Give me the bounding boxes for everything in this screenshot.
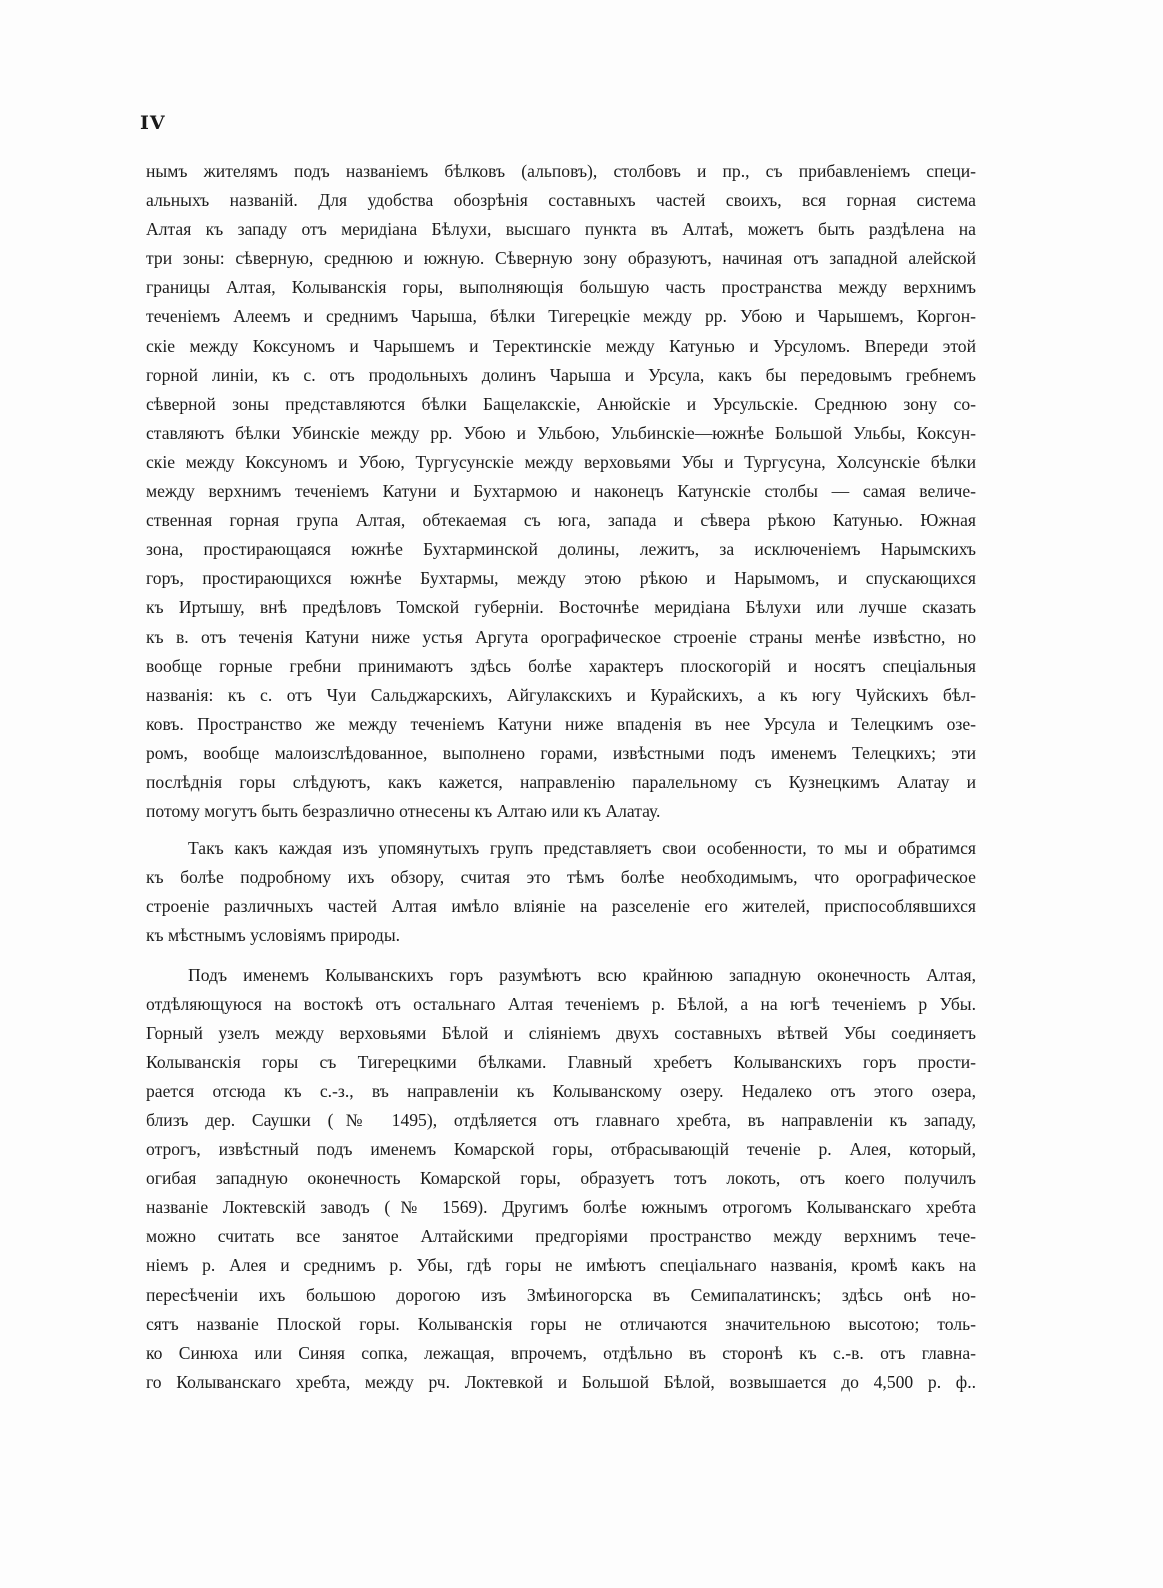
text-line: къ в. отъ теченія Катуни ниже устья Аргута орографическое строеніе страны менѣе извѣстно, но (146, 626, 976, 647)
text-line: Колыванскія горы съ Тигерецкими бѣлками. Главный хребетъ Колыванскихъ горъ прости- (146, 1051, 976, 1072)
paragraph-1 (146, 157, 976, 826)
text-line: три зоны: сѣверную, среднюю и южную. Сѣверную зону образуютъ, начиная отъ западной алейской (146, 248, 976, 269)
text-line: нымъ жителямъ подъ названіемъ бѣлковъ (альповъ), столбовъ и пр., съ прибавленіемъ специ- (146, 161, 976, 181)
text-line: Горный узелъ между верховьями Бѣлой и сліяніемъ двухъ составныхъ вѣтвей Убы соединяетъ (146, 1022, 976, 1043)
text-line: ніемъ р. Алея и среднимъ р. Убы, гдѣ горы не имѣютъ спеціальнаго названія, кромѣ какъ на (146, 1255, 976, 1276)
text-line: потому могутъ быть безразлично отнесены къ Алтаю или къ Алатау. (146, 801, 661, 822)
text-line: рается отсюда къ с.-з., въ направленіи къ Колыванскому озеру. Недалеко отъ этого озера, (146, 1080, 976, 1101)
text-line: Алтая къ западу отъ меридіана Бѣлухи, высшаго пункта въ Алтаѣ, можетъ быть раздѣлена на (146, 219, 976, 240)
text-line: къ мѣстнымъ условіямъ природы. (146, 925, 401, 946)
paragraph-3 (146, 961, 976, 1397)
text-line: альныхъ названій. Для удобства обозрѣнія составныхъ частей своихъ, вся горная система (146, 190, 976, 211)
text-line: сѣверной зоны представляются бѣлки Бащелакскіе, Анюйскіе и Урсульскіе. Среднюю зону со- (146, 393, 976, 414)
text-line: го Колыванскаго хребта, между рч. Локтевкой и Большой Бѣлой, возвышается до 4,500 р. ф.. (146, 1371, 976, 1392)
text-line: отдѣляющуюся на востокѣ отъ остальнаго Алтая теченіемъ р. Бѣлой, а на югѣ теченіемъ р Убы. (146, 993, 976, 1014)
text-line: между верхнимъ теченіемъ Катуни и Бухтармою и наконецъ Катунскіе столбы — самая величе- (146, 481, 976, 502)
text-line: послѣднія горы слѣдуютъ, какъ кажется, направленію паралельному съ Кузнецкимъ Алатау и (146, 771, 976, 792)
text-line: ставляютъ бѣлки Убинскіе между рр. Убою и Ульбою, Ульбинскіе—южнѣе Большой Ульбы, Коксун- (146, 422, 976, 443)
text-line: горной линіи, къ с. отъ продольныхъ долинъ Чарыша и Урсула, какъ бы передовымъ гребнемъ (146, 364, 976, 385)
text-line: Подъ именемъ Колыванскихъ горъ разумѣютъ всю крайнюю западную оконечность Алтая, (188, 964, 976, 985)
text-line: теченіемъ Алеемъ и среднимъ Чарыша, бѣлки Тигерецкіе между рр. Убою и Чарышемъ, Коргон- (146, 306, 976, 327)
text-line: ственная горная група Алтая, обтекаемая съ юга, запада и сѣвера рѣкою Катунью. Южная (146, 510, 976, 531)
text-line: пересѣченіи ихъ большою дорогою изъ Змѣиногорска въ Семипалатинскъ; здѣсь онѣ но- (146, 1284, 976, 1305)
text-line: зона, простирающаяся южнѣе Бухтарминской долины, лежитъ, за исключеніемъ Нарымскихъ (146, 539, 976, 560)
text-line: строеніе различныхъ частей Алтая имѣло вліяніе на разселеніе его жителей, приспособлявшихся (146, 896, 976, 917)
text-line: Такъ какъ каждая изъ упомянутыхъ групъ представляетъ свои особенности, то мы и обратимся (188, 838, 976, 859)
text-line: названія: къ с. отъ Чуи Сальджарскихъ, Айгулакскихъ и Курайскихъ, а къ югу Чуйскихъ бѣл- (146, 684, 976, 705)
text-line: ромъ, вообще малоизслѣдованное, выполнено горами, извѣстными подъ именемъ Телецкихъ; эти (146, 742, 976, 763)
text-line: ко Синюха или Синяя сопка, лежащая, впрочемъ, отдѣльно въ сторонѣ къ с.-в. отъ главна- (146, 1342, 976, 1363)
text-line: ковъ. Пространство же между теченіемъ Катуни ниже впаденія въ нее Урсула и Телецкимъ озе- (146, 713, 976, 734)
text-line: близъ дер. Саушки (№ 1495), отдѣляется отъ главнаго хребта, въ направленіи къ западу, (146, 1110, 976, 1130)
page-number: IV (140, 112, 166, 134)
text-line: скіе между Коксуномъ и Чарышемъ и Теректинскіе между Катунью и Урсуломъ. Впереди этой (146, 335, 976, 356)
text-line: вообще горные гребни принимаютъ здѣсь болѣе характеръ плоскогорій и носятъ спеціальныя (146, 655, 976, 676)
text-line: къ болѣе подробному ихъ обзору, считая это тѣмъ болѣе необходимымъ, что орографическое (146, 867, 976, 888)
text-line: скіе между Коксуномъ и Убою, Тургусунскіе между верховьями Убы и Тургусуна, Холсунскіе бѣлки (146, 451, 976, 472)
text-line: можно считать все занятое Алтайскими предгоріями пространство между верхнимъ тече- (146, 1226, 976, 1247)
text-line: названіе Локтевскій заводъ (№ 1569). Другимъ болѣе южнымъ отрогомъ Колыванскаго хребта (146, 1197, 976, 1218)
paragraph-2 (146, 834, 976, 950)
page-text (146, 157, 976, 1397)
text-line: отрогъ, извѣстный подъ именемъ Комарской горы, отбрасывающій теченіе р. Алея, который, (146, 1139, 976, 1160)
text-line: сятъ названіе Плоской горы. Колыванскія горы не отличаются значительною высотою; толь- (146, 1313, 976, 1334)
text-line: границы Алтая, Колыванскія горы, выполняющія большую часть пространства между верхнимъ (146, 277, 976, 298)
text-line: горъ, простирающихся южнѣе Бухтармы, между этою рѣкою и Нарымомъ, и спускающихся (146, 568, 976, 589)
text-line: къ Иртышу, внѣ предѣловъ Томской губерніи. Восточнѣе меридіана Бѣлухи или лучше сказать (146, 597, 976, 618)
text-line: огибая западную оконечность Комарской горы, образуетъ тотъ локоть, отъ коего получилъ (146, 1168, 976, 1189)
